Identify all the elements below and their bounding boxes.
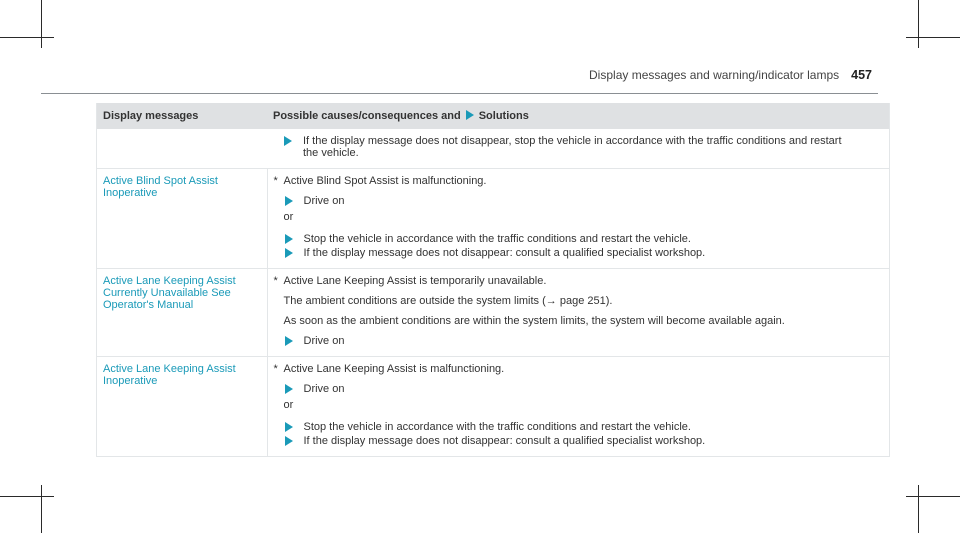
- cause-note: [274, 175, 884, 187]
- step-text: the vehicle.: [303, 147, 359, 159]
- step-text: Stop the vehicle in accordance with the traffic conditions and restart the vehicle.: [303, 421, 691, 433]
- crop-mark: [906, 37, 960, 38]
- col-causes-solutions: [267, 103, 890, 129]
- col-causes-label: Possible causes/consequences and: [273, 110, 461, 122]
- solution-step: [274, 233, 884, 245]
- or-separator: or: [283, 399, 294, 411]
- messages-table: [96, 103, 890, 457]
- message-text: Active Lane Keeping Assist: [103, 363, 236, 375]
- solution-step: [274, 421, 884, 433]
- step-arrow-icon: [284, 136, 292, 146]
- message-text: Inoperative: [103, 187, 158, 199]
- step-text: If the display message does not disappear: consult a qualified specialist workshop.: [303, 247, 706, 259]
- cause-text: As soon as the ambient conditions are within the system limits, the system will become available again.: [283, 315, 785, 327]
- solution-step: [274, 247, 884, 259]
- page-number: 457: [851, 68, 872, 82]
- message-text: Currently Unavailable See: [103, 287, 231, 299]
- header-title: Display messages and warning/indicator lamps: [589, 68, 840, 82]
- step-text: If the display message does not disappear: consult a qualified specialist workshop.: [303, 435, 706, 447]
- step-text: Stop the vehicle in accordance with the traffic conditions and restart the vehicle.: [303, 233, 691, 245]
- table-row: [97, 169, 890, 269]
- col-display-messages: Display messages: [97, 103, 268, 129]
- solution-step: [274, 195, 884, 207]
- crop-mark: [918, 485, 919, 533]
- step-arrow-icon: [285, 384, 293, 394]
- solution-cell: [267, 169, 890, 269]
- message-text: Active Blind Spot Assist: [103, 175, 218, 187]
- col-solutions-label: Solutions: [478, 110, 529, 122]
- solution-cell: [267, 357, 890, 457]
- step-arrow-icon: [285, 234, 293, 244]
- message-cell: [97, 357, 268, 457]
- asterisk: *: [273, 363, 278, 375]
- solution-cell: [267, 269, 890, 357]
- crop-mark: [0, 496, 54, 497]
- asterisk: *: [273, 175, 278, 187]
- message-cell: [97, 269, 268, 357]
- solution-step: [274, 335, 884, 347]
- message-text: Inoperative: [103, 375, 158, 387]
- table-row: [97, 357, 890, 457]
- step-text: Drive on: [303, 335, 345, 347]
- step-arrow-icon: [285, 422, 293, 432]
- crop-mark: [0, 37, 54, 38]
- table-header-row: [97, 103, 890, 129]
- crop-mark: [41, 0, 42, 48]
- step-arrow-icon: [285, 436, 293, 446]
- step-arrow-icon: [285, 248, 293, 258]
- step-text: Drive on: [303, 383, 345, 395]
- crop-mark: [906, 496, 960, 497]
- table-row: [97, 269, 890, 357]
- crop-mark: [918, 0, 919, 48]
- step-text: If the display message does not disappear, stop the vehicle in accordance with the traffic conditions and restart: [303, 135, 842, 147]
- message-text: Operator's Manual: [103, 299, 194, 311]
- solution-cell: [267, 129, 890, 169]
- cause-text: Active Lane Keeping Assist is malfunctioning.: [283, 363, 505, 375]
- header-rule: [41, 93, 878, 94]
- solution-step: [274, 383, 884, 395]
- cause-note: [274, 363, 884, 375]
- step-arrow-icon: [285, 196, 293, 206]
- message-text: Active Lane Keeping Assist: [103, 275, 236, 287]
- step-arrow-icon: [285, 336, 293, 346]
- step-text: Drive on: [303, 195, 345, 207]
- cause-text: Active Lane Keeping Assist is temporarily unavailable.: [283, 275, 547, 287]
- asterisk: *: [273, 275, 278, 287]
- solution-step: [274, 435, 884, 447]
- cause-text: The ambient conditions are outside the system limits (→ page 251).: [283, 295, 613, 307]
- cause-text: Active Blind Spot Assist is malfunctioning.: [283, 175, 487, 187]
- table-row: [97, 129, 890, 169]
- or-separator: or: [283, 211, 294, 223]
- running-header: [589, 68, 872, 82]
- cause-note: [274, 275, 884, 287]
- crop-mark: [41, 485, 42, 533]
- message-cell-empty: [97, 129, 268, 169]
- solution-step: [273, 135, 883, 159]
- message-cell: [97, 169, 268, 269]
- solution-arrow-icon: [466, 110, 474, 120]
